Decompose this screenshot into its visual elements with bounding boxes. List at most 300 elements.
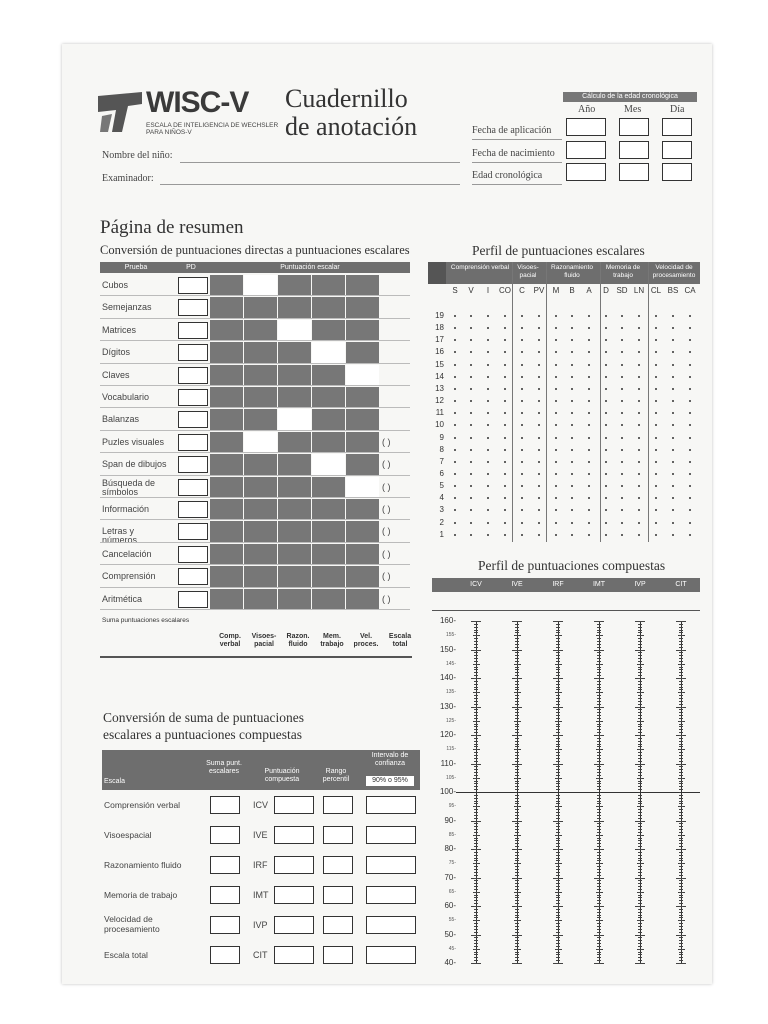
composite-tick[interactable] [638, 917, 642, 918]
composite-tick[interactable] [638, 687, 642, 688]
composite-tick[interactable] [638, 789, 642, 790]
composite-tick[interactable] [638, 943, 642, 944]
composite-tick[interactable] [474, 658, 478, 659]
composite-tick[interactable] [638, 832, 642, 833]
composite-tick[interactable] [512, 678, 522, 679]
composite-tick[interactable] [474, 840, 478, 841]
composite-tick[interactable] [638, 647, 642, 648]
composite-tick[interactable] [474, 712, 478, 713]
composite-tick[interactable] [679, 638, 683, 639]
composite-tick[interactable] [553, 821, 563, 822]
sum-scaled-box[interactable] [210, 826, 240, 844]
composite-tick[interactable] [638, 855, 642, 856]
composite-tick[interactable] [635, 821, 645, 822]
composite-tick[interactable] [597, 761, 601, 762]
composite-tick[interactable] [515, 752, 519, 753]
composite-tick[interactable] [679, 761, 683, 762]
composite-tick[interactable] [679, 880, 683, 881]
composite-tick[interactable] [471, 963, 481, 964]
composite-tick[interactable] [679, 895, 683, 896]
composite-tick[interactable] [597, 726, 601, 727]
composite-tick[interactable] [515, 786, 519, 787]
age-year-box[interactable] [566, 163, 606, 181]
profile-point[interactable] [470, 315, 472, 317]
supplemental-paren[interactable]: ( ) [382, 459, 391, 470]
composite-tick[interactable] [556, 630, 560, 631]
composite-tick[interactable] [515, 915, 519, 916]
percentile-box[interactable] [323, 856, 353, 874]
composite-tick[interactable] [679, 746, 683, 747]
composite-tick[interactable] [474, 769, 478, 770]
composite-tick[interactable] [474, 772, 478, 773]
composite-tick[interactable] [638, 781, 642, 782]
profile-point[interactable] [605, 437, 607, 439]
composite-tick[interactable] [556, 675, 560, 676]
profile-point[interactable] [689, 364, 691, 366]
composite-tick[interactable] [515, 652, 519, 653]
profile-point[interactable] [555, 473, 557, 475]
profile-point[interactable] [454, 315, 456, 317]
composite-tick[interactable] [597, 869, 601, 870]
profile-point[interactable] [487, 376, 489, 378]
composite-tick[interactable] [638, 761, 642, 762]
profile-point[interactable] [470, 388, 472, 390]
composite-tick[interactable] [596, 835, 603, 836]
profile-point[interactable] [555, 437, 557, 439]
composite-tick[interactable] [474, 746, 478, 747]
composite-tick[interactable] [638, 852, 642, 853]
composite-tick[interactable] [679, 872, 683, 873]
composite-tick[interactable] [679, 775, 683, 776]
composite-tick[interactable] [597, 789, 601, 790]
profile-point[interactable] [571, 534, 573, 536]
profile-point[interactable] [571, 461, 573, 463]
composite-tick[interactable] [679, 689, 683, 690]
profile-point[interactable] [689, 449, 691, 451]
composite-tick[interactable] [638, 758, 642, 759]
composite-tick[interactable] [556, 832, 560, 833]
composite-tick[interactable] [474, 630, 478, 631]
profile-point[interactable] [521, 388, 523, 390]
examiner-line[interactable] [160, 184, 460, 185]
sum-scaled-box[interactable] [210, 946, 240, 964]
composite-tick[interactable] [679, 909, 683, 910]
composite-tick[interactable] [597, 875, 601, 876]
composite-tick[interactable] [556, 929, 560, 930]
profile-point[interactable] [655, 461, 657, 463]
composite-tick[interactable] [679, 701, 683, 702]
composite-tick[interactable] [555, 721, 562, 722]
composite-tick[interactable] [679, 875, 683, 876]
composite-tick[interactable] [679, 954, 683, 955]
composite-tick[interactable] [556, 704, 560, 705]
composite-tick[interactable] [637, 721, 644, 722]
composite-tick[interactable] [556, 803, 560, 804]
profile-point[interactable] [621, 461, 623, 463]
composite-tick[interactable] [596, 692, 603, 693]
profile-point[interactable] [487, 522, 489, 524]
composite-tick[interactable] [474, 957, 478, 958]
composite-tick[interactable] [556, 818, 560, 819]
composite-tick[interactable] [638, 960, 642, 961]
composite-tick[interactable] [679, 803, 683, 804]
composite-tick[interactable] [556, 826, 560, 827]
composite-tick[interactable] [515, 869, 519, 870]
composite-tick[interactable] [679, 858, 683, 859]
composite-tick[interactable] [556, 746, 560, 747]
composite-tick[interactable] [474, 858, 478, 859]
composite-tick[interactable] [474, 809, 478, 810]
composite-tick[interactable] [679, 647, 683, 648]
composite-tick[interactable] [556, 840, 560, 841]
profile-point[interactable] [605, 376, 607, 378]
composite-tick[interactable] [515, 661, 519, 662]
composite-tick[interactable] [515, 658, 519, 659]
composite-tick[interactable] [515, 823, 519, 824]
composite-tick[interactable] [474, 889, 478, 890]
composite-tick[interactable] [638, 667, 642, 668]
profile-point[interactable] [538, 522, 540, 524]
composite-tick[interactable] [556, 838, 560, 839]
composite-tick[interactable] [474, 886, 478, 887]
composite-tick[interactable] [638, 923, 642, 924]
composite-tick[interactable] [556, 661, 560, 662]
composite-tick[interactable] [474, 732, 478, 733]
composite-tick[interactable] [556, 761, 560, 762]
composite-tick[interactable] [679, 769, 683, 770]
percentile-box[interactable] [323, 946, 353, 964]
confidence-interval-box[interactable] [366, 796, 416, 814]
supplemental-paren[interactable]: ( ) [382, 526, 391, 537]
composite-tick[interactable] [679, 687, 683, 688]
composite-tick[interactable] [679, 823, 683, 824]
scaled-score-cell[interactable] [278, 320, 311, 340]
profile-point[interactable] [655, 473, 657, 475]
composite-tick[interactable] [512, 935, 522, 936]
composite-tick[interactable] [556, 783, 560, 784]
composite-tick[interactable] [594, 764, 604, 765]
composite-tick[interactable] [514, 892, 521, 893]
profile-point[interactable] [454, 364, 456, 366]
composite-tick[interactable] [514, 806, 521, 807]
composite-tick[interactable] [553, 707, 563, 708]
profile-point[interactable] [571, 315, 573, 317]
profile-point[interactable] [555, 534, 557, 536]
profile-point[interactable] [555, 364, 557, 366]
composite-tick[interactable] [597, 900, 601, 901]
composite-tick[interactable] [679, 684, 683, 685]
composite-tick[interactable] [638, 900, 642, 901]
composite-tick[interactable] [474, 758, 478, 759]
composite-tick[interactable] [553, 906, 563, 907]
composite-tick[interactable] [679, 672, 683, 673]
composite-tick[interactable] [597, 772, 601, 773]
birth-month-box[interactable] [619, 141, 649, 159]
composite-tick[interactable] [556, 801, 560, 802]
composite-tick[interactable] [638, 689, 642, 690]
profile-point[interactable] [470, 449, 472, 451]
composite-tick[interactable] [597, 858, 601, 859]
composite-tick[interactable] [594, 906, 604, 907]
raw-score-box[interactable] [178, 322, 208, 339]
profile-point[interactable] [521, 437, 523, 439]
composite-tick[interactable] [678, 635, 685, 636]
composite-tick[interactable] [635, 707, 645, 708]
composite-tick[interactable] [679, 829, 683, 830]
composite-tick[interactable] [553, 935, 563, 936]
composite-tick[interactable] [638, 940, 642, 941]
profile-point[interactable] [504, 364, 506, 366]
composite-tick[interactable] [638, 732, 642, 733]
composite-tick[interactable] [515, 943, 519, 944]
composite-score-box[interactable] [274, 886, 314, 904]
composite-tick[interactable] [556, 752, 560, 753]
composite-tick[interactable] [515, 789, 519, 790]
composite-tick[interactable] [637, 892, 644, 893]
composite-tick[interactable] [596, 920, 603, 921]
profile-point[interactable] [504, 522, 506, 524]
composite-tick[interactable] [474, 823, 478, 824]
composite-tick[interactable] [474, 661, 478, 662]
composite-tick[interactable] [679, 889, 683, 890]
composite-tick[interactable] [474, 775, 478, 776]
profile-point[interactable] [605, 534, 607, 536]
profile-point[interactable] [638, 364, 640, 366]
profile-point[interactable] [487, 534, 489, 536]
composite-tick[interactable] [473, 721, 480, 722]
composite-tick[interactable] [474, 818, 478, 819]
sum-scaled-box[interactable] [210, 886, 240, 904]
profile-point[interactable] [487, 473, 489, 475]
composite-tick[interactable] [638, 738, 642, 739]
composite-tick[interactable] [515, 741, 519, 742]
composite-tick[interactable] [679, 912, 683, 913]
composite-tick[interactable] [597, 758, 601, 759]
composite-tick[interactable] [678, 863, 685, 864]
profile-point[interactable] [655, 522, 657, 524]
profile-point[interactable] [538, 376, 540, 378]
composite-tick[interactable] [515, 641, 519, 642]
composite-tick[interactable] [474, 741, 478, 742]
composite-tick[interactable] [679, 903, 683, 904]
composite-tick[interactable] [679, 915, 683, 916]
composite-tick[interactable] [553, 963, 563, 964]
composite-tick[interactable] [556, 923, 560, 924]
composite-tick[interactable] [637, 863, 644, 864]
composite-tick[interactable] [474, 855, 478, 856]
composite-tick[interactable] [679, 789, 683, 790]
composite-tick[interactable] [515, 724, 519, 725]
composite-score-box[interactable] [274, 826, 314, 844]
composite-tick[interactable] [515, 632, 519, 633]
raw-score-box[interactable] [178, 411, 208, 428]
composite-tick[interactable] [597, 838, 601, 839]
composite-tick[interactable] [679, 752, 683, 753]
composite-tick[interactable] [678, 692, 685, 693]
composite-tick[interactable] [515, 855, 519, 856]
composite-tick[interactable] [556, 726, 560, 727]
composite-tick[interactable] [638, 823, 642, 824]
composite-tick[interactable] [555, 806, 562, 807]
composite-tick[interactable] [679, 826, 683, 827]
composite-tick[interactable] [597, 630, 601, 631]
composite-tick[interactable] [679, 855, 683, 856]
composite-tick[interactable] [638, 783, 642, 784]
composite-tick[interactable] [638, 704, 642, 705]
composite-tick[interactable] [679, 926, 683, 927]
composite-tick[interactable] [515, 903, 519, 904]
composite-tick[interactable] [679, 627, 683, 628]
composite-tick[interactable] [597, 932, 601, 933]
composite-tick[interactable] [515, 738, 519, 739]
composite-tick[interactable] [597, 903, 601, 904]
composite-tick[interactable] [597, 781, 601, 782]
composite-tick[interactable] [597, 818, 601, 819]
composite-tick[interactable] [679, 781, 683, 782]
composite-tick[interactable] [597, 929, 601, 930]
profile-point[interactable] [588, 534, 590, 536]
composite-tick[interactable] [597, 795, 601, 796]
composite-tick[interactable] [638, 803, 642, 804]
profile-point[interactable] [588, 388, 590, 390]
composite-tick[interactable] [597, 732, 601, 733]
composite-tick[interactable] [556, 886, 560, 887]
composite-tick[interactable] [679, 838, 683, 839]
composite-tick[interactable] [514, 664, 521, 665]
composite-tick[interactable] [594, 678, 604, 679]
profile-point[interactable] [621, 315, 623, 317]
composite-tick[interactable] [597, 866, 601, 867]
composite-tick[interactable] [471, 735, 481, 736]
composite-tick[interactable] [474, 912, 478, 913]
composite-tick[interactable] [676, 878, 686, 879]
sum-scaled-box[interactable] [210, 916, 240, 934]
composite-tick[interactable] [638, 909, 642, 910]
composite-tick[interactable] [594, 707, 604, 708]
composite-tick[interactable] [474, 915, 478, 916]
composite-tick[interactable] [474, 695, 478, 696]
composite-tick[interactable] [679, 712, 683, 713]
composite-tick[interactable] [638, 669, 642, 670]
profile-point[interactable] [672, 534, 674, 536]
composite-tick[interactable] [515, 803, 519, 804]
composite-tick[interactable] [515, 801, 519, 802]
scaled-score-cell[interactable] [346, 365, 379, 385]
raw-score-box[interactable] [178, 456, 208, 473]
composite-tick[interactable] [597, 783, 601, 784]
profile-point[interactable] [638, 437, 640, 439]
composite-tick[interactable] [594, 650, 604, 651]
profile-point[interactable] [588, 364, 590, 366]
composite-tick[interactable] [678, 721, 685, 722]
profile-point[interactable] [672, 364, 674, 366]
profile-point[interactable] [605, 522, 607, 524]
composite-tick[interactable] [637, 806, 644, 807]
scaled-score-cell[interactable] [312, 454, 345, 474]
composite-tick[interactable] [679, 698, 683, 699]
composite-tick[interactable] [597, 652, 601, 653]
composite-tick[interactable] [638, 815, 642, 816]
composite-tick[interactable] [676, 764, 686, 765]
composite-tick[interactable] [638, 812, 642, 813]
composite-tick[interactable] [556, 915, 560, 916]
composite-tick[interactable] [676, 963, 686, 964]
composite-tick[interactable] [638, 957, 642, 958]
composite-tick[interactable] [515, 675, 519, 676]
composite-tick[interactable] [512, 878, 522, 879]
composite-tick[interactable] [474, 624, 478, 625]
composite-tick[interactable] [596, 892, 603, 893]
composite-tick[interactable] [556, 789, 560, 790]
composite-tick[interactable] [515, 712, 519, 713]
composite-tick[interactable] [473, 949, 480, 950]
composite-tick[interactable] [635, 963, 645, 964]
composite-tick[interactable] [637, 949, 644, 950]
composite-tick[interactable] [597, 923, 601, 924]
profile-point[interactable] [689, 388, 691, 390]
composite-tick[interactable] [474, 946, 478, 947]
profile-point[interactable] [638, 534, 640, 536]
composite-tick[interactable] [679, 624, 683, 625]
composite-tick[interactable] [679, 960, 683, 961]
composite-tick[interactable] [556, 772, 560, 773]
profile-point[interactable] [621, 534, 623, 536]
composite-tick[interactable] [676, 707, 686, 708]
composite-tick[interactable] [679, 732, 683, 733]
profile-point[interactable] [487, 388, 489, 390]
composite-tick[interactable] [638, 795, 642, 796]
composite-tick[interactable] [679, 667, 683, 668]
raw-score-box[interactable] [178, 479, 208, 496]
composite-tick[interactable] [515, 709, 519, 710]
profile-point[interactable] [689, 376, 691, 378]
profile-point[interactable] [538, 364, 540, 366]
composite-tick[interactable] [638, 724, 642, 725]
composite-tick[interactable] [679, 917, 683, 918]
composite-tick[interactable] [597, 669, 601, 670]
raw-score-box[interactable] [178, 344, 208, 361]
composite-tick[interactable] [473, 778, 480, 779]
composite-tick[interactable] [556, 895, 560, 896]
composite-tick[interactable] [679, 758, 683, 759]
composite-tick[interactable] [597, 946, 601, 947]
composite-tick[interactable] [635, 849, 645, 850]
profile-point[interactable] [638, 376, 640, 378]
composite-tick[interactable] [556, 624, 560, 625]
composite-tick[interactable] [638, 752, 642, 753]
profile-point[interactable] [638, 388, 640, 390]
profile-point[interactable] [672, 473, 674, 475]
composite-tick[interactable] [638, 655, 642, 656]
profile-point[interactable] [672, 522, 674, 524]
composite-tick[interactable] [556, 926, 560, 927]
composite-tick[interactable] [597, 809, 601, 810]
composite-tick[interactable] [515, 832, 519, 833]
composite-tick[interactable] [556, 667, 560, 668]
composite-tick[interactable] [638, 652, 642, 653]
composite-tick[interactable] [474, 838, 478, 839]
composite-tick[interactable] [679, 755, 683, 756]
composite-tick[interactable] [676, 821, 686, 822]
composite-tick[interactable] [638, 681, 642, 682]
composite-tick[interactable] [512, 764, 522, 765]
composite-tick[interactable] [597, 823, 601, 824]
composite-tick[interactable] [597, 798, 601, 799]
composite-tick[interactable] [597, 909, 601, 910]
composite-tick[interactable] [679, 846, 683, 847]
profile-point[interactable] [689, 522, 691, 524]
composite-tick[interactable] [515, 897, 519, 898]
